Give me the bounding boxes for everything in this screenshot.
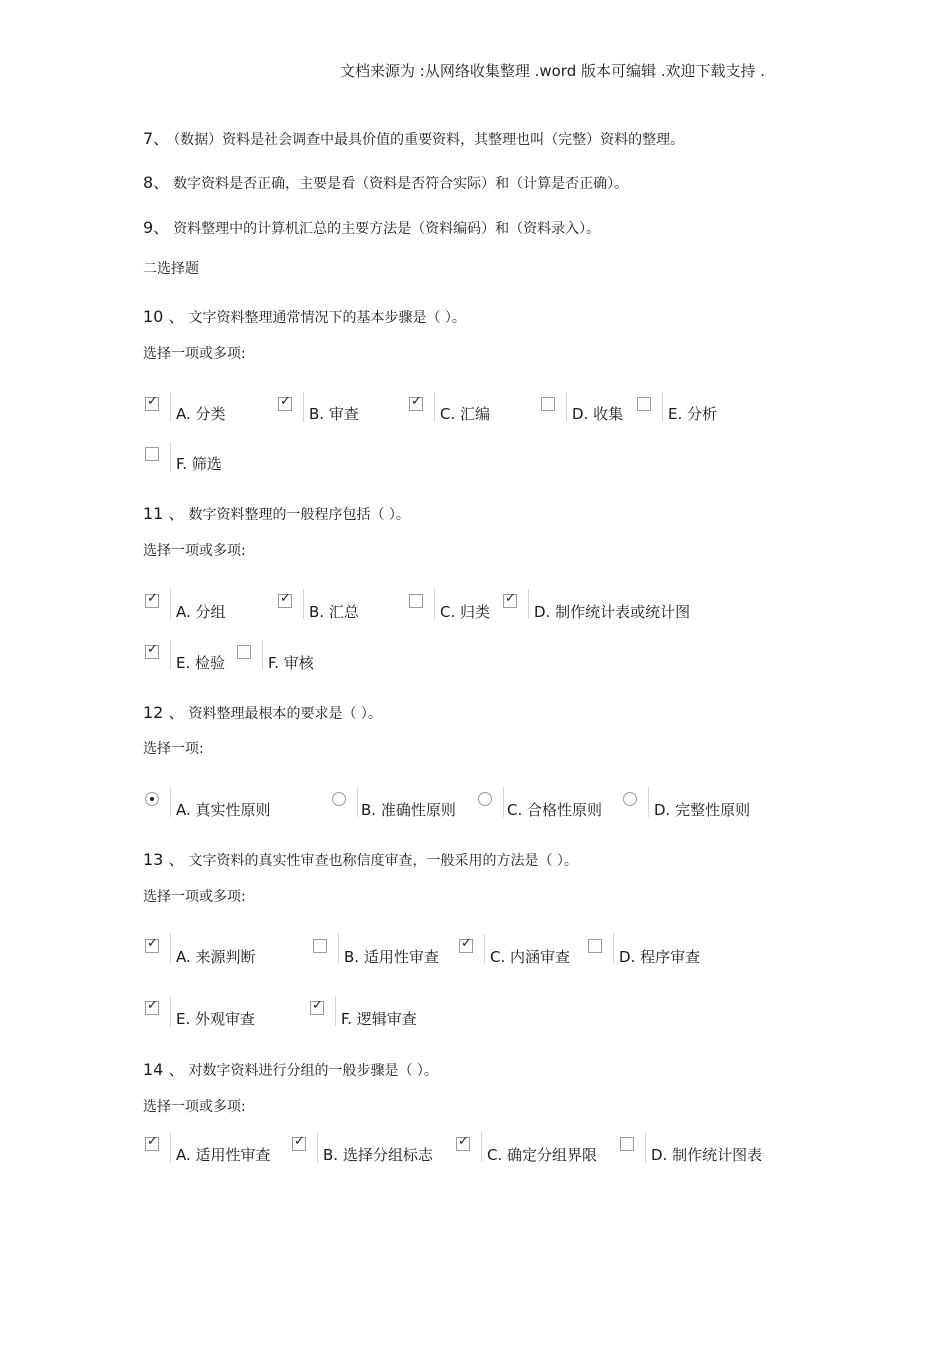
divider: [645, 1132, 646, 1162]
option-13-d: D. 程序审查: [619, 948, 701, 966]
item-text: 资料整理中的计算机汇总的主要方法是（资料编码）和（资料录入）。: [173, 221, 601, 237]
question-text: 文字资料的真实性审查也称信度审查，一般采用的方法是（ ）。: [188, 853, 578, 869]
check-mark-icon: ✓: [280, 591, 291, 606]
option-10-e: E. 分析: [668, 405, 718, 423]
checkbox-10-f[interactable]: [145, 447, 159, 461]
checkbox-11-c[interactable]: [409, 594, 423, 608]
checkbox-11-b[interactable]: [278, 591, 292, 608]
radio-12-d[interactable]: [623, 792, 637, 806]
divider: [566, 392, 567, 422]
checkbox-13-e[interactable]: [145, 998, 159, 1015]
question-10-prompt: 选择一项或多项:: [143, 346, 246, 362]
checkbox-14-b[interactable]: [292, 1134, 306, 1151]
question-12-title: [143, 700, 382, 723]
option-12-d: D. 完整性原则: [654, 801, 751, 819]
checkbox-13-a[interactable]: [145, 936, 159, 953]
checkbox-14-c[interactable]: [456, 1134, 470, 1151]
question-number: 11 、: [143, 504, 185, 523]
question-text: 文字资料整理通常情况下的基本步骤是（ ）。: [188, 310, 466, 326]
option-10-f: F. 筛选: [176, 455, 222, 473]
option-10-d: D. 收集: [572, 405, 624, 423]
item-number: 9、: [143, 218, 170, 237]
check-mark-icon: ✓: [147, 642, 158, 657]
option-12-a: A. 真实性原则: [176, 801, 271, 819]
divider: [338, 934, 339, 964]
page-header: 文档来源为 :从网络收集整理 .word 版本可编辑 .欢迎下载支持 .: [340, 62, 766, 80]
option-11-c: C. 归类: [440, 603, 491, 621]
fill-item-8: [143, 170, 628, 193]
option-10-c: C. 汇编: [440, 405, 491, 423]
divider: [262, 640, 263, 670]
option-11-e: E. 检验: [176, 654, 226, 672]
check-mark-icon: ✓: [280, 394, 291, 409]
question-number: 10 、: [143, 307, 185, 326]
checkbox-11-e[interactable]: [145, 642, 159, 659]
option-10-b: B. 审查: [309, 405, 359, 423]
fill-item-7: [143, 126, 684, 149]
check-mark-icon: ✓: [411, 394, 422, 409]
divider: [481, 1132, 482, 1162]
radio-12-b[interactable]: [332, 792, 346, 806]
check-mark-icon: ✓: [147, 1134, 158, 1149]
divider: [317, 1132, 318, 1162]
divider: [170, 1132, 171, 1162]
checkbox-13-d[interactable]: [588, 939, 602, 953]
divider: [303, 589, 304, 619]
question-number: 12 、: [143, 703, 185, 722]
divider: [335, 996, 336, 1026]
option-14-a: A. 适用性审查: [176, 1146, 271, 1164]
checkbox-11-d[interactable]: [503, 591, 517, 608]
divider: [170, 589, 171, 619]
check-mark-icon: ✓: [147, 998, 158, 1013]
item-number: 7、: [143, 129, 170, 148]
divider: [434, 589, 435, 619]
question-10-title: [143, 304, 466, 327]
question-14-title: [143, 1057, 438, 1080]
question-14-prompt: 选择一项或多项:: [143, 1099, 246, 1115]
option-10-a: A. 分类: [176, 405, 226, 423]
checkbox-13-b[interactable]: [313, 939, 327, 953]
divider: [434, 392, 435, 422]
check-mark-icon: ✓: [505, 591, 516, 606]
option-11-a: A. 分组: [176, 603, 226, 621]
checkbox-10-e[interactable]: [637, 397, 651, 411]
item-text: （数据）资料是社会调查中最具价值的重要资料，其整理也叫（完整）资料的整理。: [173, 132, 685, 148]
checkbox-13-f[interactable]: [310, 998, 324, 1015]
item-text: 数字资料是否正确，主要是看（资料是否符合实际）和（计算是否正确）。: [173, 176, 629, 192]
divider: [648, 787, 649, 817]
option-11-b: B. 汇总: [309, 603, 359, 621]
question-13-prompt: 选择一项或多项:: [143, 889, 246, 905]
divider: [484, 934, 485, 964]
divider: [170, 787, 171, 817]
question-text: 对数字资料进行分组的一般步骤是（ ）。: [188, 1063, 438, 1079]
checkbox-13-c[interactable]: [459, 936, 473, 953]
question-number: 13 、: [143, 850, 185, 869]
divider: [170, 442, 171, 472]
question-number: 14 、: [143, 1060, 185, 1079]
question-12-prompt: 选择一项:: [143, 741, 204, 757]
option-13-a: A. 来源判断: [176, 948, 256, 966]
checkbox-10-c[interactable]: [409, 394, 423, 411]
checkbox-11-a[interactable]: [145, 591, 159, 608]
option-11-d: D. 制作统计表或统计图: [534, 603, 691, 621]
question-11-prompt: 选择一项或多项:: [143, 543, 246, 559]
option-13-f: F. 逻辑审查: [341, 1010, 417, 1028]
divider: [170, 392, 171, 422]
option-12-c: C. 合格性原则: [507, 801, 603, 819]
divider: [357, 787, 358, 817]
check-mark-icon: ✓: [458, 1134, 469, 1149]
option-12-b: B. 准确性原则: [361, 801, 456, 819]
radio-12-a[interactable]: [145, 792, 159, 806]
radio-12-c[interactable]: [478, 792, 492, 806]
check-mark-icon: ✓: [294, 1134, 305, 1149]
option-13-c: C. 内涵审查: [490, 948, 571, 966]
checkbox-10-a[interactable]: [145, 394, 159, 411]
item-number: 8、: [143, 173, 170, 192]
checkbox-10-d[interactable]: [541, 397, 555, 411]
divider: [613, 934, 614, 964]
option-14-c: C. 确定分组界限: [487, 1146, 598, 1164]
checkbox-10-b[interactable]: [278, 394, 292, 411]
check-mark-icon: ✓: [312, 998, 323, 1013]
check-mark-icon: ✓: [147, 394, 158, 409]
section-title: 二选择题: [143, 261, 199, 277]
divider: [303, 392, 304, 422]
divider: [170, 934, 171, 964]
question-text: 资料整理最根本的要求是（ ）。: [188, 706, 382, 722]
option-14-b: B. 选择分组标志: [323, 1146, 433, 1164]
checkbox-14-d[interactable]: [620, 1137, 634, 1151]
divider: [170, 996, 171, 1026]
divider: [170, 640, 171, 670]
check-mark-icon: ✓: [461, 936, 472, 951]
divider: [528, 589, 529, 619]
option-13-b: B. 适用性审查: [344, 948, 439, 966]
option-11-f: F. 审核: [268, 654, 314, 672]
option-14-d: D. 制作统计图表: [651, 1146, 763, 1164]
checkbox-11-f[interactable]: [237, 645, 251, 659]
question-13-title: [143, 847, 578, 870]
question-11-title: [143, 501, 410, 524]
option-13-e: E. 外观审查: [176, 1010, 256, 1028]
check-mark-icon: ✓: [147, 591, 158, 606]
divider: [662, 392, 663, 422]
fill-item-9: [143, 215, 600, 238]
divider: [503, 787, 504, 817]
radio-dot-icon: [150, 797, 154, 801]
question-text: 数字资料整理的一般程序包括（ ）。: [188, 507, 410, 523]
checkbox-14-a[interactable]: [145, 1134, 159, 1151]
check-mark-icon: ✓: [147, 936, 158, 951]
